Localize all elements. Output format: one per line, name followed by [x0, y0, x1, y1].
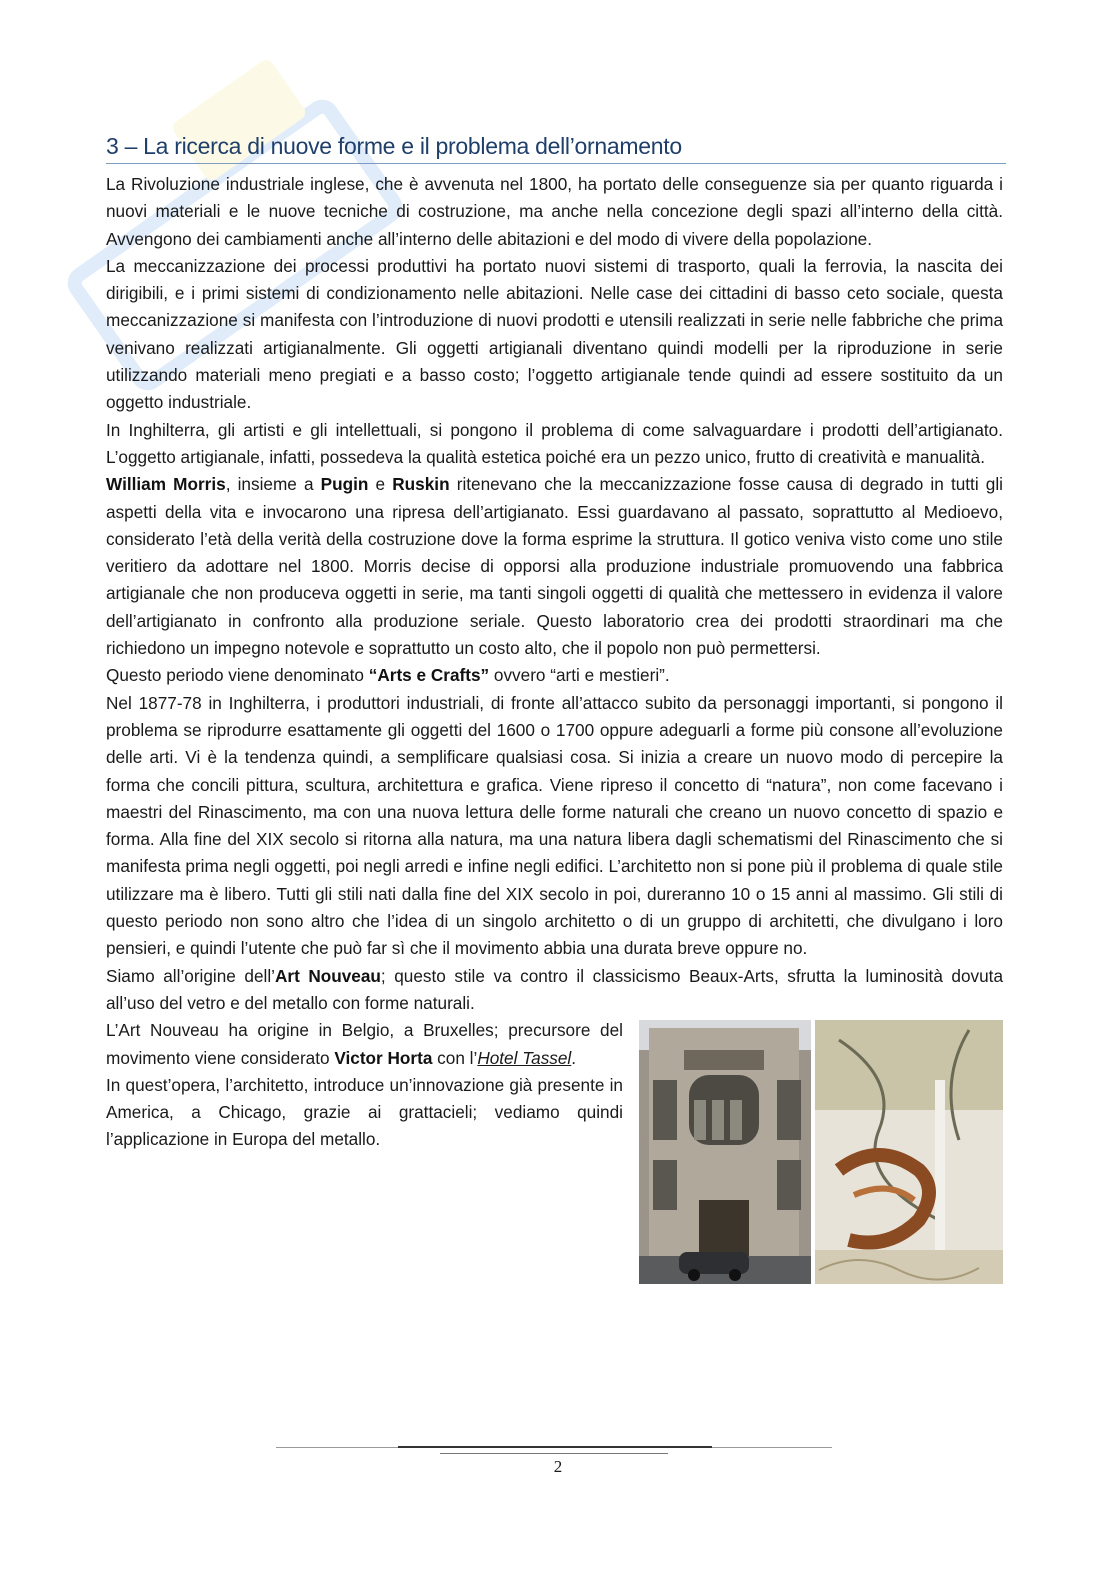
name-pugin: Pugin [320, 474, 369, 495]
footer-divider-short [440, 1453, 668, 1454]
paragraph-2: La meccanizzazione dei processi produttivi ha portato nuovi sistemi di trasporto, quali la ferrovia, la nascita dei dirigibili, e i primi sistemi di condizionamento nelle abitazioni. Nelle case dei cittadini di basso ceto sociale, questa meccanizzazione si manifesta con l’introduzione di nuovi prodotti e utensili realizzati in serie nelle fabbriche che prima venivano realizzati artigianalmente. Gli oggetti artigianali diventano quindi modelli per la riproduzione in serie utilizzando materiali meno pregiati e a basso costo; l’oggetto artigianale tende quindi ad essere sostituito da un oggetto industriale. [106, 255, 1003, 413]
paragraph-7 [106, 963, 1003, 1018]
text-run: ritenevano che la meccanizzazione fosse causa di degrado in tutti gli aspetti della vita e invocarono una ripresa dell’artigianato. Essi guardavano al passato, soprattutto al Medioevo, considerato l’età della verità della costruzione dove la forma esprime la struttura. Il gotico veniva visto come uno stile veritiero da adottare nel 1800. Morris decise di opporsi alla produzione industriale promuovendo una fabbrica artigianale che non produceva oggetti in serie, ma tanti singoli oggetti di qualità che mettessero in evidenza il valore dell’artigianato in confronto alla produzione seriale. Questo laboratorio crea dei prodotti straordinari ma che richiedono un impegno notevole e soprattutto un costo alto, che il popolo non può permettersi. [106, 474, 1003, 659]
text-run: ovvero “arti e mestieri”. [489, 665, 670, 686]
text-run: e [368, 474, 393, 495]
footer-divider-bold [398, 1446, 712, 1448]
section-heading: 3 – La ricerca di nuove forme e il problema dell’ornamento [106, 133, 1006, 164]
paragraph-1: La Rivoluzione industriale inglese, che è avvenuta nel 1800, ha portato delle conseguenze sia per quanto riguarda i nuovi materiali e le nuove tecniche di costruzione, ma anche nella concezione degli spazi all’interno della città. Avvengono dei cambiamenti anche all’interno delle abitazioni e del modo di vivere della popolazione. [106, 174, 1003, 249]
arts-and-crafts-term: “Arts e Crafts” [368, 665, 490, 686]
paragraph-9: In quest’opera, l’architetto, introduce un’innovazione già presente in America, a Chicago, grazie ai grattacieli; vediamo quindi l’applicazione in Europa del metallo. [106, 1074, 623, 1150]
name-ruskin: Ruskin [392, 474, 450, 495]
paragraph-4 [106, 471, 1003, 662]
paragraph-3: In Inghilterra, gli artisti e gli intellettuali, si pongono il problema di come salvaguardare i prodotti dell’artigianato. L’oggetto artigianale, infatti, possedeva la qualità estetica poiché era un pezzo unico, frutto di creatività e manualità. [106, 419, 1003, 467]
hotel-tassel-link[interactable]: Hotel Tassel [477, 1047, 572, 1068]
name-william-morris: William Morris [106, 474, 226, 495]
photo-pair [639, 1020, 1003, 1284]
art-nouveau-term: Art Nouveau [274, 965, 381, 986]
text-run: con l’ [432, 1047, 478, 1068]
body-text [106, 171, 1003, 1290]
name-victor-horta: Victor Horta [334, 1047, 433, 1068]
text-run: Questo periodo viene denominato [106, 665, 369, 686]
text-run: , insieme a [225, 474, 321, 495]
paragraph-6: Nel 1877-78 in Inghilterra, i produttori industriali, di fronte all’attacco subito da personaggi importanti, si pongono il problema se riprodurre esattamente gli oggetti del 1600 o 1700 oppure adeguarli a forme più consone all’evoluzione delle arti. Vi è la tendenza quindi, a semplificare qualsiasi cosa. Si inizia a creare un nuovo modo di percepire la forma che concili pittura, scultura, architettura e grafica. Viene ripreso il concetto di “natura”, non come facevano i maestri del Rinascimento, ma con una nuova lettura delle forme naturali che creano un nuovo concetto di spazio e forma. Alla fine del XIX secolo si ritorna alla natura, ma una natura libera dagli schematismi del Rinascimento che si manifesta prima negli oggetti, poi negli arredi e infine negli edifici. L’architetto non si pone più il problema di quale stile utilizzare ma è libero. Tutti gli stili nati dalla fine del XIX secolo in poi, dureranno 10 o 15 anni al massimo. Gli stili di questo periodo non sono altro che l’idea di un singolo architetto o di un gruppo di architetti, che divulgano i loro pensieri, e quindi l’utente che può far sì che il movimento abbia una durata breve oppure no. [106, 692, 1003, 959]
paragraph-5 [106, 662, 1003, 689]
text-run: . [571, 1047, 577, 1068]
text-run: Siamo all’origine dell’ [106, 965, 275, 986]
text-run: L’Art Nouveau ha origine in Belgio, a Bruxelles; precursore del movimento viene considerato [106, 1020, 623, 1068]
text-run-art-nouveau-tail: ; questo stile va contro il classicismo Beaux-Arts, sfrutta la luminosità dovuta all’uso del vetro e del metallo con forme naturali. [106, 965, 1004, 1013]
page-number: 2 [553, 1457, 563, 1476]
hotel-tassel-photos [639, 1020, 1003, 1284]
